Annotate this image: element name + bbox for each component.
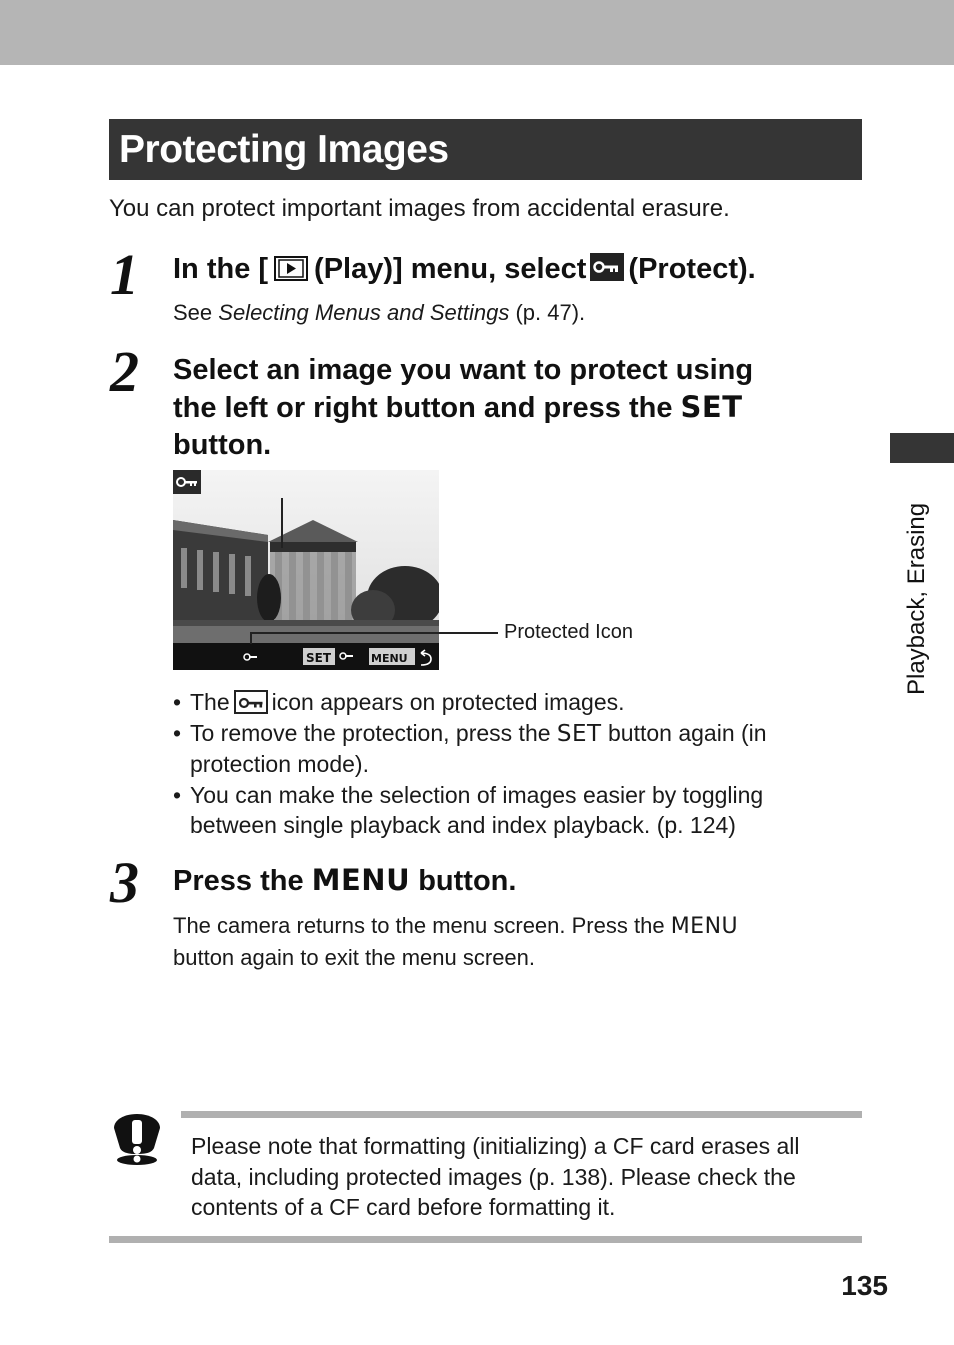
caution-note-text: Please note that formatting (initializing) a CF card erases all data, including protected images (p. 138). Please check the contents of a CF card before formatting it. [191, 1133, 800, 1220]
bullet-2-a: To remove the protection, press the [190, 719, 551, 746]
list-item [173, 718, 853, 780]
step-2-number: 2 [110, 339, 139, 404]
bullet-dot: • [173, 781, 182, 808]
step-3-body [173, 910, 863, 973]
step-3-body-b: button again to exit the menu screen. [173, 945, 536, 970]
intro-text: You can protect important images from accidental erasure. [109, 195, 730, 222]
callout-leader-tick [250, 632, 252, 644]
step-1-body [173, 297, 585, 328]
overlay-set-label: SET [306, 651, 332, 665]
step-2-line-1: Select an image you want to protect using [173, 354, 754, 386]
page-number: 135 [841, 1270, 888, 1301]
bullet-3: You can make the selection of images easier by toggling between single playback and index playback. (p. 124) [190, 781, 764, 838]
header-band [0, 0, 954, 65]
protected-image-screenshot [173, 470, 439, 670]
set-button-glyph: SET [556, 720, 602, 747]
bullet-1-b: icon appears on protected images. [271, 689, 625, 715]
step-2-notes [173, 687, 853, 841]
bullet-dot: • [173, 689, 182, 715]
caution-icon [110, 1112, 164, 1166]
step-3-heading-b: button. [418, 865, 517, 897]
section-tab [890, 433, 954, 463]
step-1-ref: Selecting Menus and Settings [218, 300, 510, 325]
menu-button-glyph: MENU [670, 914, 739, 939]
protect-icon [590, 253, 624, 281]
bullet-1-a: The [190, 689, 230, 715]
protect-icon [234, 690, 268, 714]
step-1-see: See [173, 300, 219, 325]
overlay-menu-label: MENU [371, 652, 408, 665]
bullet-dot: • [173, 719, 182, 746]
step-2-line-3: button. [173, 429, 272, 461]
step-3-body-a: The camera returns to the menu screen. Press the [173, 913, 665, 938]
step-3-heading-a: Press the [173, 865, 304, 897]
step-2-heading [173, 352, 863, 464]
step-1-heading-c: (Protect). [628, 253, 756, 285]
menu-button-glyph: MENU [311, 863, 411, 897]
step-3-heading [173, 862, 516, 900]
step-3-number: 3 [110, 850, 139, 915]
step-1-heading-a: In the [ [173, 253, 269, 285]
list-item [173, 687, 853, 718]
step-1-number: 1 [110, 242, 139, 307]
list-item [173, 780, 853, 841]
callout-label: Protected Icon [504, 621, 633, 643]
step-1-page: (p. 47). [509, 300, 586, 325]
set-button-glyph: SET [680, 390, 743, 424]
step-1-heading [173, 251, 756, 288]
callout-leader-line [250, 632, 498, 634]
note-rule-top [181, 1111, 862, 1118]
page-title: Protecting Images [109, 119, 862, 180]
play-icon [274, 256, 308, 281]
step-2-line-2: the left or right button and press the [173, 392, 673, 424]
bullet-2-b: button again (in protection mode). [190, 719, 767, 777]
note-rule-bottom [109, 1236, 862, 1243]
section-label: Playback, Erasing [903, 502, 930, 695]
step-1-heading-b: (Play)] menu, select [314, 253, 587, 285]
